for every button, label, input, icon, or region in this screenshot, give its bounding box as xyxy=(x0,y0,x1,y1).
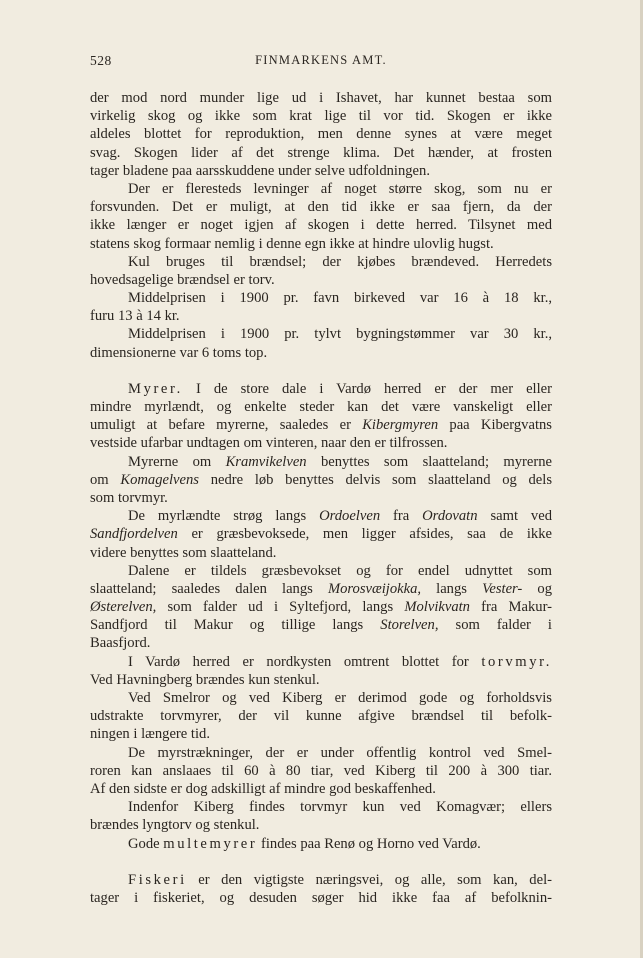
text-line: Middelprisen i 1900 pr. favn birkeved var 16 à 18 kr., xyxy=(128,290,552,307)
text-line: ningen i længere tid. xyxy=(90,726,210,743)
text-line: Ved Havningberg brændes kun stenkul. xyxy=(90,671,320,688)
text-line: om Komagelvens nedre løb benyttes delvis som slaatteland og dels xyxy=(90,471,552,488)
text-line: mindre myrlændt, og enkelte steder kan det være vanskeligt eller xyxy=(90,399,552,415)
text-line: aldeles blottet for reproduktion, men denne synes at være meget xyxy=(90,126,552,143)
text-line: Kul bruges til brændsel; der kjøbes brændeved. Herredets xyxy=(128,253,552,270)
text-line: Myrerne om Kramvikelven benyttes som slaatteland; myrerne xyxy=(128,453,552,470)
text-line: Dalene er tildels græsbevokset og for endel udnyttet som xyxy=(128,562,552,579)
text-line: virkelig skog og ikke som krat lige til vor tid. Skogen er ikke xyxy=(90,108,552,125)
section-heading-fiskeri: Fiskeri xyxy=(128,871,187,888)
place-name: Østerelven, xyxy=(90,599,157,616)
text-line: furu 13 à 14 kr. xyxy=(90,308,180,325)
text-line: udstrakte torvmyrer, der vil kunne afgive brændsel til befolk- xyxy=(90,708,552,725)
text-line: Ved Smelror og ved Kiberg er derimod gode og forholdsvis xyxy=(128,690,552,706)
text-line: ikke længer er noget igjen af skogen i dette herred. Tilsynet med xyxy=(90,217,552,234)
text-line: der mod nord munder lige ud i Ishavet, har kunnet bestaa som xyxy=(90,90,552,106)
place-name: Vester- xyxy=(482,580,523,597)
text-line: Gode multemyrer findes paa Renø og Horno ved Vardø. xyxy=(128,835,481,852)
text-line: vestside ufarbar undtagen om vinteren, naar den er tilfrossen. xyxy=(90,435,448,452)
text-line: Sandfjordelven er græsbevoksede, men ligger afsides, saa de ikke xyxy=(90,526,552,543)
text-line: forsvunden. Det er muligt, at den tid ikke er saa fjern, da der xyxy=(90,199,552,216)
text-line: I Vardø herred er nordkysten omtrent blottet for torvmyr. xyxy=(128,653,552,670)
text-line: De myrlændte strøg langs Ordoelven fra Ordovatn samt ved xyxy=(128,508,552,525)
text-line: roren kan anslaaes til 60 à 80 tiar, ved Kiberg til 200 à 300 tiar. xyxy=(90,762,552,779)
text-line: tager i fiskeriet, og desuden søger hid ikke faa af befolknin- xyxy=(90,889,552,906)
text-line: Østerelven, som falder ud i Syltefjord, langs Molvikvatn fra Makur- xyxy=(90,599,552,616)
text-line: Indenfor Kiberg findes torvmyr kun ved Komagvær; ellers xyxy=(128,799,552,816)
text-line: Baasfjord. xyxy=(90,635,151,652)
section-heading-myrer: Myrer. xyxy=(128,380,183,397)
text-line: svag. Skogen lider af det strenge klima. Det hænder, at frosten xyxy=(90,144,552,161)
paragraph-gap xyxy=(90,362,552,380)
place-name: Kramvikelven xyxy=(225,453,307,470)
text-line: Myrer. I de store dale i Vardø herred er der mer eller xyxy=(128,380,552,397)
body-text xyxy=(90,89,552,907)
text-line: hovedsagelige brændsel er torv. xyxy=(90,271,275,288)
place-name: Morosvæijokka, xyxy=(327,580,422,597)
text-line: umuligt at befare myrerne, saaledes er Kibergmyren paa Kibergvatns xyxy=(90,417,552,434)
text-line: Der er fleresteds levninger af noget større skog, som nu er xyxy=(128,180,552,197)
text-line: statens skog formaar nemlig i denne egn ikke at hindre ulovlig hugst. xyxy=(90,235,494,252)
place-name: Molvikvatn xyxy=(404,599,470,616)
paragraph-gap xyxy=(90,853,552,871)
place-name: Ordoelven xyxy=(319,508,381,525)
page-header xyxy=(90,53,552,73)
text-line: Sandfjord til Makur og tillige langs Storelven, som falder i xyxy=(90,617,552,634)
place-name: Storelven, xyxy=(380,617,439,634)
text-line: Fiskeri er den vigtigste næringsvei, og alle, som kan, del- xyxy=(128,871,552,888)
place-name: Ordovatn xyxy=(422,508,478,525)
running-title: FINMARKENS AMT. xyxy=(255,53,387,67)
text-line: som torvmyr. xyxy=(90,489,168,506)
place-name: Sandfjordelven xyxy=(90,526,178,543)
text-line: Middelprisen i 1900 pr. tylvt bygningstømmer var 30 kr., xyxy=(128,326,552,343)
place-name: Komagelvens xyxy=(120,471,199,488)
page-number: 528 xyxy=(90,53,112,68)
text-line: brændes lyngtorv og stenkul. xyxy=(90,817,260,834)
text-line: videre benyttes som slaatteland. xyxy=(90,544,277,561)
text-line: De myrstrækninger, der er under offentlig kontrol ved Smel- xyxy=(128,744,552,761)
text-line: dimensionerne var 6 toms top. xyxy=(90,344,268,361)
text-line: slaatteland; saaledes dalen langs Morosvæijokka, langs Vester- og xyxy=(90,580,552,597)
text-line: Af den sidste er dog adskilligt af mindre god beskaffenhed. xyxy=(90,780,436,797)
text-line: tager bladene paa aarsskuddene under selve udfoldningen. xyxy=(90,162,430,179)
place-name: Kibergmyren xyxy=(362,417,439,434)
